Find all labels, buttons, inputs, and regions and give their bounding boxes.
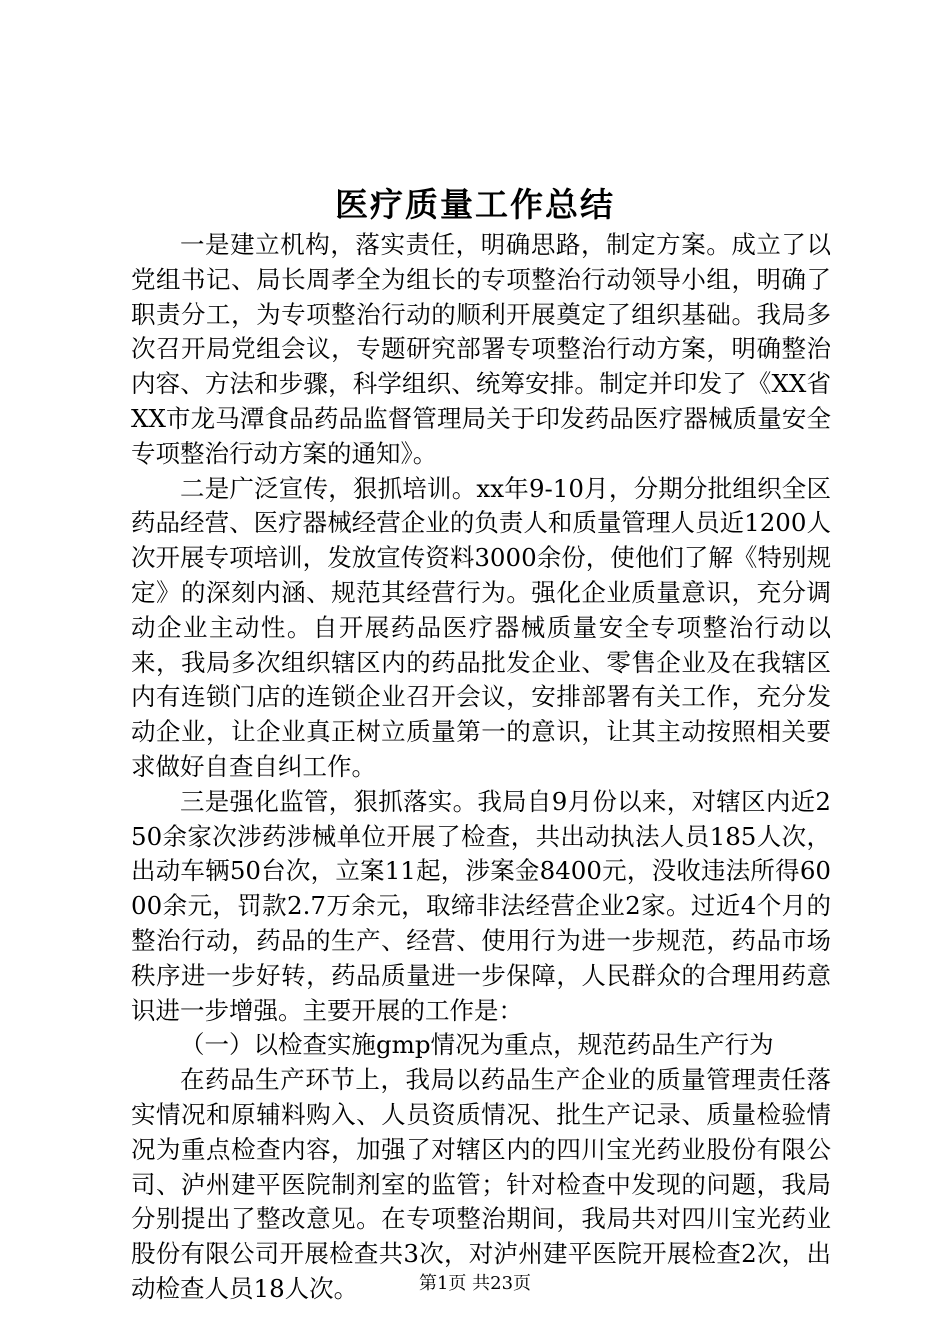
- page-number-footer: 第1页 共23页: [418, 1273, 532, 1294]
- document-title: 医疗质量工作总结: [335, 185, 615, 224]
- paragraph-1: 一是建立机构，落实责任，明确思路，制定方案。成立了以党组书记、局长周孝全为组长的专项整治行动领导小组，明确了职责分工，为专项整治行动的顺利开展奠定了组织基础。我局多次召开局党组会议，专题研究部署专项整治行动方案，明确整治内容、方法和步骤，科学组织、统筹安排。制定并印发了《XX省XX市龙马潭食品药品监督管理局关于印发药品医疗器械质量安全专项整治行动方案的通知》。: [131, 230, 831, 468]
- document-body: [131, 228, 831, 1307]
- paragraph-4: 在药品生产环节上，我局以药品生产企业的质量管理责任落实情况和原辅料购入、人员资质情况、批生产记录、质量检验情况为重点检查内容，加强了对辖区内的四川宝光药业股份有限公司、泸州建平医院制剂室的监管；针对检查中发现的问题，我局分别提出了整改意见。在专项整治期间，我局共对四川宝光药业股份有限公司开展检查共3次，对泸州建平医院开展检查2次，出动检查人员18人次。: [131, 1065, 831, 1303]
- paragraph-2: 二是广泛宣传，狠抓培训。xx年9-10月，分期分批组织全区药品经营、医疗器械经营企业的负责人和质量管理人员近1200人次开展专项培训，发放宣传资料3000余份，使他们了解《特别规定》的深刻内涵、规范其经营行为。强化企业质量意识，充分调动企业主动性。自开展药品医疗器械质量安全专项整治行动以来，我局多次组织辖区内的药品批发企业、零售企业及在我辖区内有连锁门店的连锁企业召开会议，安排部署有关工作，充分发动企业，让企业真正树立质量第一的意识，让其主动按照相关要求做好自查自纠工作。: [131, 473, 831, 781]
- paragraph-3: 三是强化监管，狠抓落实。我局自9月份以来，对辖区内近250余家次涉药涉械单位开展了检查，共出动执法人员185人次，出动车辆50台次，立案11起，涉案金8400元，没收违法所得6000余元，罚款2.7万余元，取缔非法经营企业2家。过近4个月的整治行动，药品的生产、经营、使用行为进一步规范，药品市场秩序进一步好转，药品质量进一步保障，人民群众的合理用药意识进一步增强。主要开展的工作是：: [131, 786, 831, 1025]
- section-heading-1: （一）以检查实施gmp情况为重点，规范药品生产行为: [180, 1030, 774, 1060]
